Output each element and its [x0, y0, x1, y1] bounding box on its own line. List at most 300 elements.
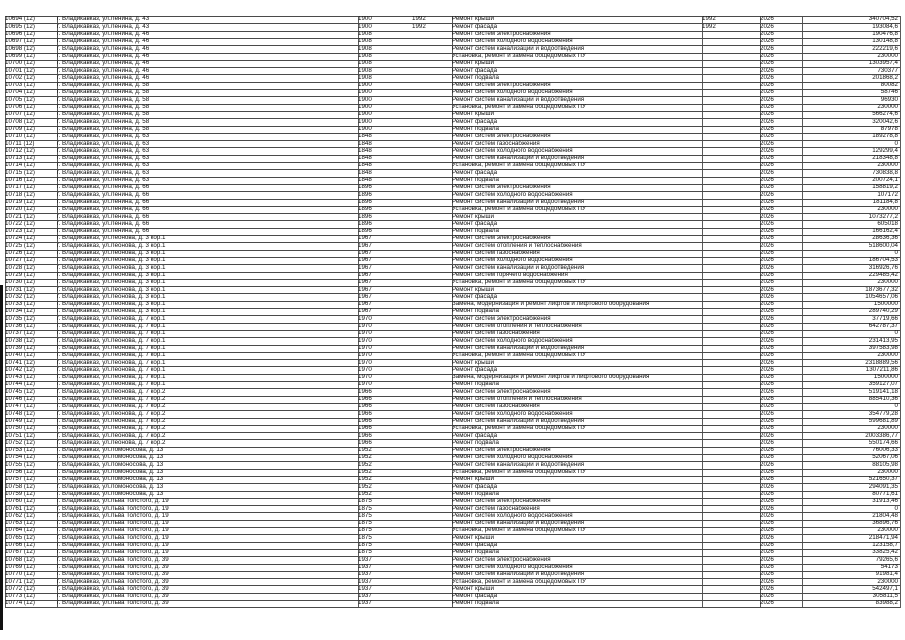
- row-id: 10720 (12): [5, 206, 35, 213]
- row-build-year: 1900: [358, 89, 372, 96]
- row-work-type: Ремонт систем электроснабжения: [452, 133, 551, 140]
- row-last-repair-year: [702, 571, 732, 578]
- row-address: г. Владикавказ, ул.Леонова, д. 7 кор.2: [57, 410, 166, 417]
- row-last-repair-year: [702, 564, 732, 571]
- row-build-year: 1937: [358, 600, 372, 607]
- row-repair-year: [412, 586, 452, 593]
- row-repair-year: [412, 308, 452, 315]
- row-address: г. Владикавказ, ул.Льва Толстого, д. 39: [57, 571, 169, 578]
- row-id: 10742 (12): [5, 366, 35, 373]
- row-repair-year: [412, 141, 452, 148]
- row-cost: 230000: [877, 206, 898, 213]
- row-last-repair-year: [702, 104, 732, 111]
- row-repair-year: [412, 206, 452, 213]
- row-last-repair-year: [702, 228, 732, 235]
- row-address: г. Владикавказ, ул.Ленина, д. 66: [57, 206, 150, 213]
- row-plan-year: 2026: [760, 447, 774, 454]
- row-work-type: Ремонт подвала: [452, 74, 499, 81]
- row-last-repair-year: [702, 97, 732, 104]
- row-cost: 1073277,2: [868, 213, 898, 220]
- row-repair-year: [412, 513, 452, 520]
- row-address: г. Владикавказ, ул.Льва Толстого, д. 39: [57, 600, 169, 607]
- row-plan-year: 2026: [760, 432, 774, 439]
- row-id: 10750 (12): [5, 425, 35, 432]
- row-address: г. Владикавказ, ул.Ленина, д. 46: [57, 74, 150, 81]
- row-build-year: 1875: [358, 527, 372, 534]
- row-build-year: 1967: [358, 242, 372, 249]
- row-plan-year: 2026: [760, 534, 774, 541]
- row-repair-year: [412, 126, 452, 133]
- row-cost: 359127,07: [868, 381, 898, 388]
- row-last-repair-year: 1992: [702, 16, 716, 23]
- row-id: 10700 (12): [5, 60, 35, 67]
- row-last-repair-year: [702, 89, 732, 96]
- row-address: г. Владикавказ, ул.Ленина, д. 58: [57, 118, 150, 125]
- row-build-year: 1875: [358, 549, 372, 556]
- row-id: 10716 (12): [5, 177, 35, 183]
- row-id: 10759 (12): [5, 490, 35, 497]
- row-repair-year: [412, 345, 452, 352]
- row-last-repair-year: [702, 308, 732, 315]
- row-build-year: 1900: [358, 82, 372, 89]
- row-last-repair-year: [702, 462, 732, 469]
- row-id: 10708 (12): [5, 118, 35, 125]
- row-last-repair-year: [702, 381, 732, 388]
- row-last-repair-year: [702, 199, 732, 206]
- row-address: г. Владикавказ, ул.Леонова, д. 7 кор.1: [57, 337, 166, 344]
- row-last-repair-year: [702, 469, 732, 476]
- row-id: 10713 (12): [5, 155, 35, 162]
- row-work-type: Ремонт крыши: [452, 534, 494, 541]
- row-plan-year: 2026: [760, 213, 774, 220]
- row-plan-year: 2026: [760, 498, 774, 505]
- row-cost: 1500000: [873, 374, 898, 381]
- row-plan-year: 2026: [760, 585, 774, 592]
- row-address: г. Владикавказ, ул.Ломоносова, д. 13: [57, 476, 164, 483]
- row-plan-year: 2026: [760, 600, 774, 607]
- row-last-repair-year: [702, 513, 732, 520]
- row-build-year: 1875: [358, 534, 372, 541]
- row-work-type: Ремонт крыши: [452, 111, 494, 118]
- row-plan-year: 2026: [760, 417, 774, 424]
- row-last-repair-year: [702, 498, 732, 505]
- row-address: г. Владикавказ, ул.Ленина, д. 46: [57, 45, 150, 52]
- row-build-year: 1970: [358, 330, 372, 337]
- row-address: г. Владикавказ, ул.Льва Толстого, д. 19: [57, 534, 169, 541]
- row-plan-year: 2026: [760, 381, 774, 388]
- row-address: г. Владикавказ, ул.Леонова, д. 7 кор.2: [57, 388, 166, 395]
- row-id: 10741 (12): [5, 359, 35, 366]
- row-address: г. Владикавказ, ул.Леонова, д. 7 кор.1: [57, 366, 166, 373]
- row-last-repair-year: [702, 586, 732, 593]
- row-build-year: 1967: [358, 301, 372, 308]
- row-address: г. Владикавказ, ул.Ленина, д. 63: [57, 155, 150, 162]
- row-repair-year: [412, 527, 452, 534]
- row-work-type: Установка, ремонт и замена общедомовых ПУ: [452, 52, 586, 59]
- row-last-repair-year: [702, 170, 732, 177]
- row-repair-year: [412, 192, 452, 199]
- row-repair-year: [412, 75, 452, 82]
- row-build-year: 1952: [358, 454, 372, 461]
- row-address: г. Владикавказ, ул.Леонова, д. 7 кор.1: [57, 315, 166, 322]
- row-work-type: Ремонт систем электроснабжения: [452, 184, 551, 191]
- row-repair-year: [412, 338, 452, 345]
- row-plan-year: 2026: [760, 490, 774, 497]
- row-last-repair-year: [702, 411, 732, 418]
- row-last-repair-year: [702, 133, 732, 140]
- row-repair-year: [412, 367, 452, 374]
- row-repair-year: [412, 469, 452, 476]
- row-repair-year: [412, 498, 452, 505]
- row-last-repair-year: [702, 184, 732, 191]
- row-plan-year: 2026: [760, 111, 774, 118]
- row-address: г. Владикавказ, ул.Леонова, д. 3 кор.1: [57, 293, 166, 300]
- row-id: 10758 (12): [5, 483, 35, 490]
- row-id: 10752 (12): [5, 439, 35, 446]
- row-cost: 222219,6: [872, 45, 898, 52]
- row-build-year: 1967: [358, 250, 372, 256]
- row-plan-year: 2026: [760, 527, 774, 534]
- row-last-repair-year: [702, 46, 732, 53]
- row-repair-year: [412, 374, 452, 381]
- row-repair-year: [412, 31, 452, 38]
- row-last-repair-year: [702, 31, 732, 38]
- row-cost: 316926,76: [868, 264, 898, 271]
- row-build-year: 1848: [358, 177, 372, 183]
- row-plan-year: 2026: [760, 52, 774, 59]
- row-last-repair-year: [702, 119, 732, 126]
- row-address: г. Владикавказ, ул.Льва Толстого, д. 39: [57, 556, 169, 563]
- row-work-type: Установка, ремонт и замена общедомовых ПУ: [452, 352, 586, 359]
- row-build-year: 1908: [358, 52, 372, 59]
- row-last-repair-year: [702, 454, 732, 461]
- row-address: г. Владикавказ, ул.Ленина, д. 58: [57, 89, 150, 96]
- row-address: г. Владикавказ, ул.Ленина, д. 46: [57, 60, 150, 67]
- row-repair-year: [412, 462, 452, 469]
- row-plan-year: 2026: [760, 505, 774, 512]
- row-work-type: Ремонт фасада: [452, 169, 498, 176]
- row-id: 10727 (12): [5, 257, 35, 264]
- row-repair-year: [412, 476, 452, 483]
- row-address: г. Владикавказ, ул.Льва Толстого, д. 19: [57, 527, 169, 534]
- row-plan-year: 2026: [760, 410, 774, 417]
- row-cost: 294091,35: [868, 483, 898, 490]
- row-address: г. Владикавказ, ул.Ленина, д. 43: [57, 16, 150, 23]
- row-plan-year: 2026: [760, 476, 774, 483]
- row-plan-year: 2026: [760, 308, 774, 315]
- row-id: 10743 (12): [5, 374, 35, 381]
- row-build-year: 1896: [358, 220, 372, 227]
- row-last-repair-year: [702, 206, 732, 213]
- row-build-year: 1900: [358, 111, 372, 118]
- row-id: 10765 (12): [5, 534, 35, 541]
- row-address: г. Владикавказ, ул.Льва Толстого, д. 39: [57, 563, 169, 570]
- row-address: г. Владикавказ, ул.Ленина, д. 66: [57, 198, 150, 205]
- row-repair-year: [412, 184, 452, 191]
- row-last-repair-year: [702, 433, 732, 440]
- row-plan-year: 2026: [760, 147, 774, 154]
- row-plan-year: 2026: [760, 556, 774, 563]
- row-id: 10719 (12): [5, 198, 35, 205]
- row-address: г. Владикавказ, ул.Ленина, д. 63: [57, 162, 150, 169]
- row-build-year: 1900: [358, 16, 372, 23]
- row-cost: 730377: [877, 67, 898, 74]
- row-build-year: 1966: [358, 396, 372, 402]
- row-cost: 518600,04: [868, 242, 898, 249]
- row-cost: 218348,8: [872, 155, 898, 162]
- row-last-repair-year: [702, 301, 732, 308]
- row-work-type: Ремонт систем канализации и водоотведения: [452, 96, 585, 103]
- row-line: [5, 607, 900, 608]
- row-work-type: Ремонт систем канализации и водоотведения: [452, 264, 585, 271]
- row-plan-year: 2026: [760, 60, 774, 67]
- row-cost: 566274,6: [872, 111, 898, 118]
- row-id: 10753 (12): [5, 447, 35, 454]
- row-id: 10697 (12): [5, 38, 35, 45]
- row-work-type: Ремонт крыши: [452, 213, 494, 220]
- row-last-repair-year: [702, 425, 732, 432]
- row-cost: 79265,6: [875, 556, 898, 563]
- row-plan-year: 2026: [760, 571, 774, 578]
- row-address: г. Владикавказ, ул.Льва Толстого, д. 19: [57, 498, 169, 505]
- row-plan-year: 2026: [760, 104, 774, 110]
- row-work-type: Ремонт систем электроснабжения: [452, 447, 551, 454]
- row-build-year: 1900: [358, 96, 372, 103]
- row-cost: 37719,66: [872, 315, 898, 322]
- row-repair-year: [412, 411, 452, 418]
- row-cost: 397583,98: [868, 344, 898, 351]
- row-plan-year: 2026: [760, 593, 774, 600]
- row-plan-year: 2026: [760, 454, 774, 461]
- row-last-repair-year: [702, 549, 732, 556]
- row-id: 10755 (12): [5, 461, 35, 468]
- row-id: 10701 (12): [5, 67, 35, 74]
- row-last-repair-year: [702, 403, 732, 410]
- row-plan-year: 2026: [760, 82, 774, 89]
- row-id: 10729 (12): [5, 271, 35, 278]
- row-plan-year: 2026: [760, 235, 774, 242]
- row-build-year: 1896: [358, 213, 372, 220]
- row-work-type: Ремонт систем электроснабжения: [452, 315, 551, 322]
- row-work-type: Ремонт систем канализации и водоотведения: [452, 417, 585, 424]
- row-work-type: Ремонт подвала: [452, 439, 499, 446]
- row-build-year: 1908: [358, 31, 372, 37]
- row-plan-year: 2026: [760, 366, 774, 373]
- row-address: г. Владикавказ, ул.Леонова, д. 7 кор.1: [57, 330, 166, 337]
- row-id: 10764 (12): [5, 527, 35, 534]
- row-build-year: 1967: [358, 279, 372, 286]
- row-address: г. Владикавказ, ул.Леонова, д. 3 кор.1: [57, 250, 166, 256]
- row-address: г. Владикавказ, ул.Ломоносова, д. 13: [57, 469, 164, 475]
- row-build-year: 1896: [358, 191, 372, 198]
- row-build-year: 1937: [358, 556, 372, 563]
- row-repair-year: [412, 89, 452, 96]
- row-plan-year: 2026: [760, 198, 774, 205]
- row-last-repair-year: [702, 141, 732, 148]
- row-build-year: 1966: [358, 388, 372, 395]
- row-plan-year: 2026: [760, 184, 774, 191]
- row-repair-year: [412, 294, 452, 301]
- row-last-repair-year: [702, 272, 732, 279]
- row-address: г. Владикавказ, ул.Льва Толстого, д. 19: [57, 520, 169, 527]
- row-last-repair-year: [702, 338, 732, 345]
- row-address: г. Владикавказ, ул.Ленина, д. 58: [57, 111, 150, 118]
- row-address: г. Владикавказ, ул.Ленина, д. 66: [57, 184, 150, 191]
- row-repair-year: [412, 520, 452, 527]
- row-work-type: Ремонт систем холодного водоснабжения: [452, 257, 573, 264]
- row-cost: 129299,4: [872, 147, 898, 154]
- row-plan-year: 2026: [760, 359, 774, 366]
- row-address: г. Владикавказ, ул.Леонова, д. 7 кор.2: [57, 417, 166, 424]
- row-repair-year: 1992: [412, 16, 426, 23]
- row-cost: 1500000: [873, 301, 898, 308]
- row-repair-year: [412, 301, 452, 308]
- row-plan-year: 2026: [760, 388, 774, 395]
- row-build-year: 1908: [358, 38, 372, 45]
- row-plan-year: 2026: [760, 286, 774, 293]
- row-plan-year: 2026: [760, 542, 774, 548]
- row-plan-year: 2026: [760, 512, 774, 519]
- row-build-year: 1966: [358, 410, 372, 417]
- row-work-type: Ремонт подвала: [452, 549, 499, 556]
- row-work-type: Установка, ремонт и замена общедомовых ПУ: [452, 469, 586, 475]
- row-work-type: Ремонт крыши: [452, 476, 494, 483]
- row-cost: 54173: [880, 563, 898, 570]
- row-id: 10731 (12): [5, 286, 35, 293]
- row-address: г. Владикавказ, ул.Леонова, д. 3 кор.1: [57, 242, 166, 249]
- row-id: 10770 (12): [5, 571, 35, 578]
- row-repair-year: [412, 433, 452, 440]
- row-cost: 0: [894, 250, 898, 256]
- row-last-repair-year: 1992: [702, 23, 716, 30]
- row-work-type: Ремонт крыши: [452, 16, 494, 23]
- row-repair-year: [412, 228, 452, 235]
- row-work-type: Ремонт систем электроснабжения: [452, 235, 551, 242]
- row-address: г. Владикавказ, ул.Ломоносова, д. 13: [57, 447, 164, 454]
- row-work-type: Установка, ремонт и замена общедомовых ПУ: [452, 279, 586, 286]
- row-plan-year: 2026: [760, 396, 774, 402]
- row-cost: 123158,7: [872, 542, 898, 548]
- row-id: 10771 (12): [5, 578, 35, 585]
- row-build-year: 1967: [358, 264, 372, 271]
- row-address: г. Владикавказ, ул.Ленина, д. 46: [57, 38, 150, 45]
- row-plan-year: 2026: [760, 169, 774, 176]
- row-work-type: Установка, ремонт и замена общедомовых ПУ: [452, 104, 586, 110]
- row-last-repair-year: [702, 345, 732, 352]
- row-cost: 218471,94: [868, 534, 898, 541]
- row-repair-year: [412, 403, 452, 410]
- row-build-year: 1937: [358, 563, 372, 570]
- row-plan-year: 2026: [760, 162, 774, 169]
- row-id: 10746 (12): [5, 396, 35, 402]
- row-address: г. Владикавказ, ул.Леонова, д. 3 кор.1: [57, 264, 166, 271]
- row-last-repair-year: [702, 520, 732, 527]
- row-id: 10694 (12): [5, 16, 35, 23]
- row-address: г. Владикавказ, ул.Леонова, д. 3 кор.1: [57, 235, 166, 242]
- row-work-type: Ремонт подвала: [452, 177, 499, 183]
- row-cost: 107172: [877, 191, 898, 198]
- row-plan-year: 2026: [760, 191, 774, 198]
- row-build-year: 1967: [358, 235, 372, 242]
- row-address: г. Владикавказ, ул.Леонова, д. 7 кор.1: [57, 381, 166, 388]
- row-address: г. Владикавказ, ул.Леонова, д. 3 кор.1: [57, 257, 166, 264]
- row-cost: 158819,2: [872, 184, 898, 191]
- row-cost: 550174,66: [868, 439, 898, 446]
- row-address: г. Владикавказ, ул.Леонова, д. 7 кор.1: [57, 323, 166, 329]
- row-last-repair-year: [702, 294, 732, 301]
- row-work-type: Ремонт систем электроснабжения: [452, 498, 551, 505]
- row-address: г. Владикавказ, ул.Леонова, д. 7 кор.1: [57, 359, 166, 366]
- row-id: 10768 (12): [5, 556, 35, 563]
- row-id: 10772 (12): [5, 585, 35, 592]
- row-cost: 305811,5: [872, 593, 898, 600]
- row-repair-year: [412, 279, 452, 286]
- row-address: г. Владикавказ, ул.Ленина, д. 58: [57, 125, 150, 132]
- row-work-type: Ремонт фасада: [452, 118, 498, 125]
- row-cost: 1303957,4: [868, 60, 898, 67]
- row-repair-year: [412, 323, 452, 330]
- row-id: 10738 (12): [5, 337, 35, 344]
- row-address: г. Владикавказ, ул.Леонова, д. 3 кор.1: [57, 286, 166, 293]
- row-build-year: 1970: [358, 315, 372, 322]
- row-build-year: 1908: [358, 60, 372, 67]
- row-cost: 519141,18: [868, 388, 898, 395]
- row-plan-year: 2026: [760, 89, 774, 96]
- row-work-type: Ремонт систем канализации и водоотведения: [452, 45, 585, 52]
- row-plan-year: 2026: [760, 16, 774, 23]
- row-id: 10751 (12): [5, 432, 35, 439]
- row-plan-year: 2026: [760, 549, 774, 556]
- row-cost: 2318889,56: [865, 359, 898, 366]
- row-last-repair-year: [702, 476, 732, 483]
- row-build-year: 1937: [358, 571, 372, 578]
- row-plan-year: 2026: [760, 344, 774, 351]
- row-last-repair-year: [702, 287, 732, 294]
- row-work-type: Ремонт систем холодного водоснабжения: [452, 454, 573, 461]
- row-repair-year: [412, 579, 452, 586]
- row-work-type: Ремонт систем отопления и теплоснабжения: [452, 396, 582, 402]
- row-id: 10748 (12): [5, 410, 35, 417]
- row-address: г. Владикавказ, ул.Леонова, д. 7 кор.2: [57, 425, 166, 432]
- row-build-year: 1970: [358, 366, 372, 373]
- row-build-year: 1970: [358, 352, 372, 359]
- row-plan-year: 2026: [760, 250, 774, 256]
- row-id: 10723 (12): [5, 228, 35, 235]
- row-repair-year: [412, 557, 452, 564]
- row-work-type: Ремонт подвала: [452, 125, 499, 132]
- row-plan-year: 2026: [760, 337, 774, 344]
- row-work-type: Ремонт крыши: [452, 60, 494, 67]
- row-address: г. Владикавказ, ул.Ломоносова, д. 13: [57, 483, 164, 490]
- row-address: г. Владикавказ, ул.Леонова, д. 3 кор.1: [57, 279, 166, 286]
- row-address: г. Владикавказ, ул.Ленина, д. 63: [57, 147, 150, 154]
- row-last-repair-year: [702, 367, 732, 374]
- row-work-type: Установка, ремонт и замена общедомовых ПУ: [452, 162, 586, 169]
- row-cost: 88105,98: [872, 461, 898, 468]
- row-plan-year: 2026: [760, 293, 774, 300]
- row-plan-year: 2026: [760, 425, 774, 432]
- row-last-repair-year: [702, 148, 732, 155]
- row-cost: 542497,1: [872, 585, 898, 592]
- row-work-type: Ремонт систем холодного водоснабжения: [452, 191, 573, 198]
- row-address: г. Владикавказ, ул.Ломоносова, д. 13: [57, 490, 164, 497]
- row-cost: 599681,89: [868, 417, 898, 424]
- row-work-type: Ремонт систем канализации и водоотведения: [452, 155, 585, 162]
- row-address: г. Владикавказ, ул.Льва Толстого, д. 19: [57, 512, 169, 519]
- row-last-repair-year: [702, 75, 732, 82]
- row-cost: 0: [894, 330, 898, 337]
- row-last-repair-year: [702, 192, 732, 199]
